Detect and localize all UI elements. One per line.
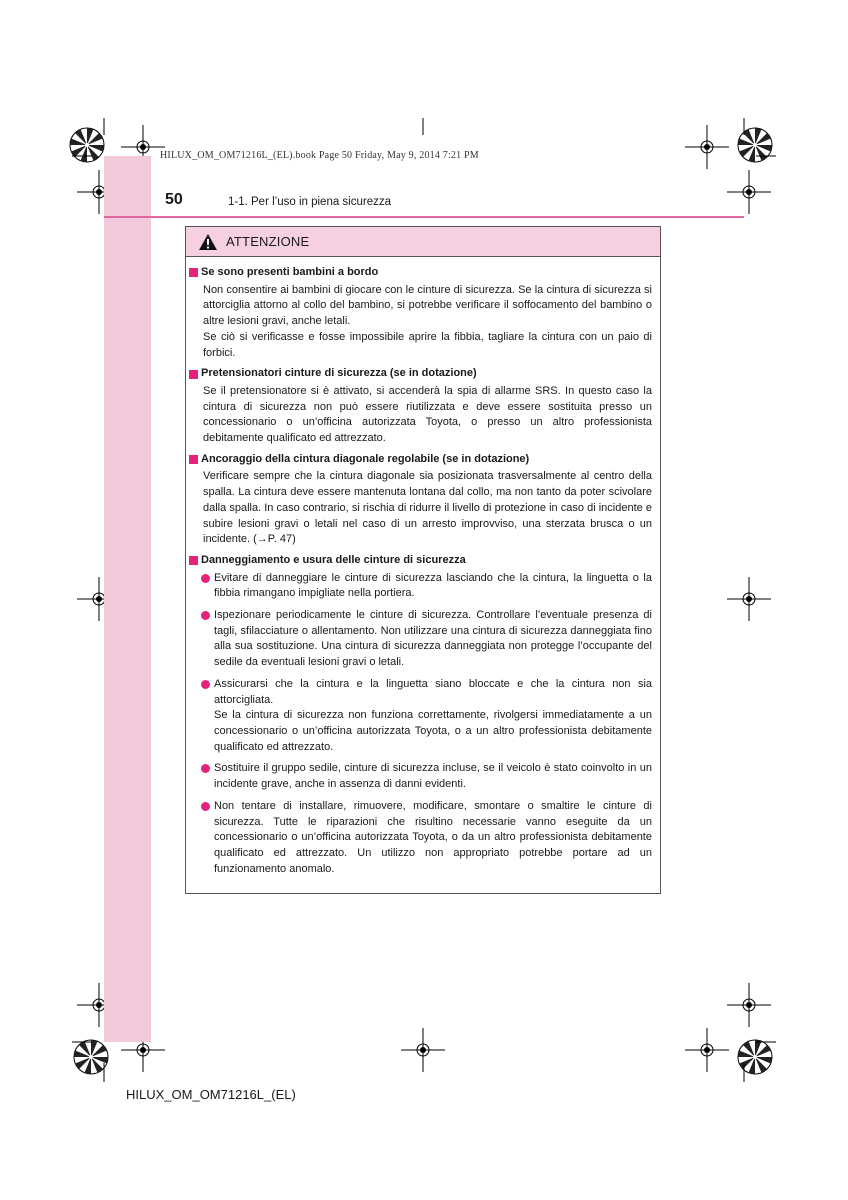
round-bullet-icon [201,611,210,620]
header-rule [104,216,744,218]
heading-text: Se sono presenti bambini a bordo [201,266,379,278]
bullet-list [189,571,652,878]
paragraph: Se il pretensionatore si è attivato, si accenderà la spia di allarme SRS. In questo caso la cintura di sicurezza non può essere riutilizzata e deve essere sostituita presso un concessionario o un’officina autorizzata Toyota, o presso un altro professionista debitamente qualificato ed attrezzato. [203,384,652,445]
page-number: 50 [165,191,183,208]
bullet-text: Evitare di danneggiare le cinture di sicurezza lasciando che la cintura, la linguetta o la fibbia rimangano impigliate nella portiera. [214,571,652,600]
heading-text: Pretensionatori cinture di sicurezza (se in dotazione) [201,367,477,380]
warning-body [186,257,660,877]
square-bullet-icon [189,455,198,464]
registration-crosshair-icon [685,1028,729,1072]
registration-crosshair-icon [401,1028,445,1072]
list-item [201,799,652,878]
round-bullet-icon [201,680,210,689]
footer-code: HILUX_OM_OM71216L_(EL) [126,1087,296,1102]
registration-crosshair-icon [727,983,771,1027]
square-bullet-icon [189,268,198,277]
square-bullet-icon [189,370,198,379]
list-item [201,677,652,756]
spoked-target-icon [738,1040,772,1074]
spoked-target-icon [738,128,772,162]
subsection-heading [189,553,652,569]
section-title: 1-1. Per l’uso in piena sicurezza [228,196,391,208]
registration-crosshair-icon [685,125,729,169]
warning-header [186,227,660,257]
list-item [201,608,652,671]
subsection-heading [189,452,652,468]
subsection-heading [189,366,652,382]
subsection [189,553,652,877]
bullet-text: Assicurarsi che la cintura e la linguetta siano bloccate e che la cintura non sia attorcigliata. [214,677,652,706]
round-bullet-icon [201,802,210,811]
subsection [189,366,652,447]
round-bullet-icon [201,764,210,773]
heading-text: Danneggiamento e usura delle cinture di sicurezza [201,553,466,566]
registration-crosshair-icon [727,170,771,214]
warning-triangle-icon [198,233,218,251]
square-bullet-icon [189,556,198,565]
paragraph-block [189,469,652,548]
chapter-color-strip [104,156,151,1042]
bullet-text: Ispezionare periodicamente le cinture di sicurezza. Controllare l’eventuale presenza di tagli, sfilacciature o allentamento. Non utilizzare una cintura di sicurezza danneggiata fino alla sua sostituzione. Una cintura di sicurezza danneggiata non protegge l’occupante del sedile da eventuali lesioni gravi o letali. [214,609,652,669]
paragraph: Verificare sempre che la cintura diagonale sia posizionata trasversalmente al centro della spalla. La cintura deve essere mantenuta lontana dal collo, ma non tanto da poter scivolare dalla spalla. In caso contrario, si rischia di ridurre il livello di protezione in caso di incidente e subire lesioni gravi o letali nel caso di un arresto improvviso, una sterzata brusca o un incidente. (→P. 47) [203,470,652,546]
paragraph-block [189,384,652,447]
subsection-heading [189,265,652,281]
spoked-target-icon [74,1040,108,1074]
registration-crosshair-icon [727,577,771,621]
warning-box [185,226,661,894]
warning-title: ATTENZIONE [226,234,310,249]
subsection [189,265,652,361]
round-bullet-icon [201,574,210,583]
spoked-target-icon [70,128,104,162]
list-item [201,571,652,602]
bullet-text: Sostituire il gruppo sedile, cinture di sicurezza incluse, se il veicolo è stato coinvolto in un incidente grave, anche in assenza di danni evidenti. [214,762,652,791]
paragraph-block [189,283,652,362]
bullet-text: Se la cintura di sicurezza non funziona correttamente, rivolgersi immediatamente a un concessionario o un’officina autorizzata Toyota, o a un altro professionista debitamente qualificato ed attrezzato. [214,709,652,753]
bullet-text: Non tentare di installare, rimuovere, modificare, smontare o smaltire le cinture di sicurezza. Tutte le riparazioni che risultino necessarie vanno eseguite da un concessionario o un’officina autorizzata Toyota, o da un altro professionista debitamente qualificato ed attrezzato. Un utilizzo non appropriato potrebbe portare ad un funzionamento anomalo. [214,799,652,875]
list-item [201,761,652,792]
paragraph: Non consentire ai bambini di giocare con le cinture di sicurezza. Se la cintura di sicurezza si attorciglia attorno al collo del bambino, si potrebbe verificare il soffocamento del bambino o altre lesioni gravi, anche letali. [203,283,652,328]
print-info-line: HILUX_OM_OM71216L_(EL).book Page 50 Friday, May 9, 2014 7:21 PM [160,150,479,161]
paragraph: Se ciò si verificasse e fosse impossibile aprire la fibbia, tagliare la cintura con un paio di forbici. [203,330,652,359]
subsection [189,452,652,548]
heading-text: Ancoraggio della cintura diagonale regolabile (se in dotazione) [201,452,530,465]
